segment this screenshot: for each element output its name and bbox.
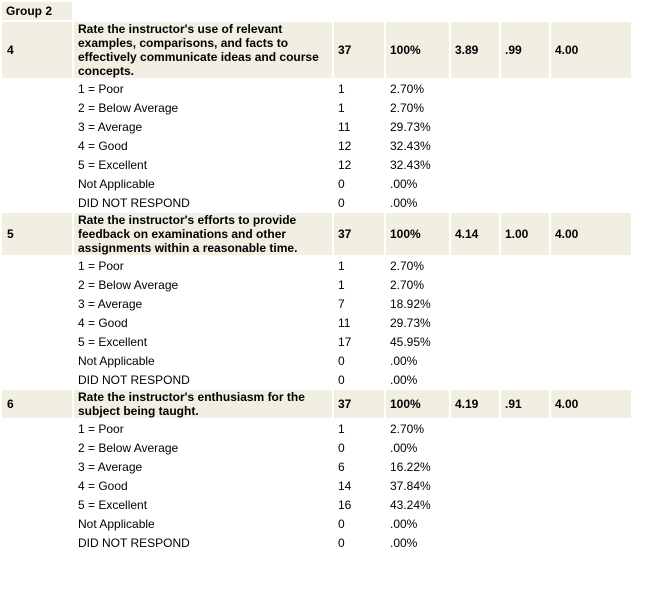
- response-percent: 100%: [386, 213, 449, 255]
- question-row: [2, 213, 631, 255]
- option-row: [2, 458, 631, 475]
- option-percent: 32.43%: [390, 138, 431, 153]
- option-label: 4 = Good: [78, 315, 128, 330]
- option-row: [2, 118, 631, 135]
- option-label: 2 = Below Average: [78, 277, 179, 292]
- std-dev-value: 1.00: [501, 213, 549, 255]
- option-row: [2, 99, 631, 116]
- option-percent: .00%: [390, 372, 418, 387]
- option-row: [2, 515, 631, 532]
- response-percent: 100%: [386, 22, 449, 78]
- option-percent: 29.73%: [390, 119, 431, 134]
- median-value: 4.00: [551, 22, 631, 78]
- group-header-row: [2, 2, 631, 20]
- option-label: 5 = Excellent: [78, 497, 148, 512]
- option-count: 1: [338, 421, 345, 436]
- option-count: 1: [338, 100, 345, 115]
- option-percent: .00%: [390, 176, 418, 191]
- option-row: [2, 534, 631, 551]
- option-count: 16: [338, 497, 352, 512]
- option-percent: 2.70%: [390, 421, 425, 436]
- option-label: 2 = Below Average: [78, 100, 179, 115]
- question-text: Rate the instructor's use of relevant examples, comparisons, and facts to effectively communicate ideas and course concepts.: [74, 22, 332, 78]
- option-row: [2, 137, 631, 154]
- option-count: 0: [338, 195, 345, 210]
- option-label: 3 = Average: [78, 459, 143, 474]
- option-count: 1: [338, 81, 345, 96]
- option-count: 1: [338, 258, 345, 273]
- std-dev-value: .91: [501, 390, 549, 418]
- option-label: Not Applicable: [78, 353, 155, 368]
- mean-value: 3.89: [451, 22, 499, 78]
- option-row: [2, 439, 631, 456]
- option-row: [2, 175, 631, 192]
- question-text: Rate the instructor's enthusiasm for the subject being taught.: [74, 390, 332, 418]
- option-label: Not Applicable: [78, 516, 155, 531]
- response-percent: 100%: [386, 390, 449, 418]
- option-percent: .00%: [390, 195, 418, 210]
- option-row: [2, 276, 631, 293]
- response-count: 37: [334, 22, 384, 78]
- option-row: [2, 194, 631, 211]
- option-percent: 32.43%: [390, 157, 431, 172]
- option-label: DID NOT RESPOND: [78, 195, 190, 210]
- option-label: 3 = Average: [78, 119, 143, 134]
- option-label: 2 = Below Average: [78, 440, 179, 455]
- option-percent: 43.24%: [390, 497, 431, 512]
- option-percent: 29.73%: [390, 315, 431, 330]
- option-count: 1: [338, 277, 345, 292]
- question-row: [2, 22, 631, 78]
- option-count: 0: [338, 516, 345, 531]
- option-label: 1 = Poor: [78, 258, 124, 273]
- option-percent: 2.70%: [390, 258, 425, 273]
- question-number: 4: [2, 22, 72, 78]
- option-row: [2, 477, 631, 494]
- option-label: 1 = Poor: [78, 421, 124, 436]
- option-count: 0: [338, 440, 345, 455]
- option-count: 0: [338, 372, 345, 387]
- mean-value: 4.14: [451, 213, 499, 255]
- option-label: 4 = Good: [78, 138, 128, 153]
- option-count: 12: [338, 138, 352, 153]
- option-label: 3 = Average: [78, 296, 143, 311]
- mean-value: 4.19: [451, 390, 499, 418]
- option-count: 7: [338, 296, 345, 311]
- option-row: [2, 496, 631, 513]
- response-count: 37: [334, 390, 384, 418]
- option-row: [2, 314, 631, 331]
- option-percent: 2.70%: [390, 277, 425, 292]
- option-row: [2, 333, 631, 350]
- option-count: 14: [338, 478, 352, 493]
- option-count: 0: [338, 535, 345, 550]
- option-row: [2, 295, 631, 312]
- option-label: DID NOT RESPOND: [78, 535, 190, 550]
- option-row: [2, 420, 631, 437]
- question-row: [2, 390, 631, 418]
- option-label: 5 = Excellent: [78, 334, 148, 349]
- option-count: 11: [338, 315, 351, 330]
- option-label: 1 = Poor: [78, 81, 124, 96]
- median-value: 4.00: [551, 390, 631, 418]
- option-label: Not Applicable: [78, 176, 155, 191]
- option-percent: .00%: [390, 440, 418, 455]
- option-percent: .00%: [390, 353, 418, 368]
- option-percent: .00%: [390, 535, 418, 550]
- response-count: 37: [334, 213, 384, 255]
- question-text: Rate the instructor's efforts to provide feedback on examinations and other assignments within a reasonable time.: [74, 213, 332, 255]
- question-number: 5: [2, 213, 72, 255]
- option-count: 6: [338, 459, 345, 474]
- option-count: 11: [338, 119, 351, 134]
- group-label: Group 2: [2, 2, 72, 20]
- option-row: [2, 156, 631, 173]
- std-dev-value: .99: [501, 22, 549, 78]
- option-row: [2, 80, 631, 97]
- option-percent: 2.70%: [390, 100, 425, 115]
- option-row: [2, 371, 631, 388]
- question-number: 6: [2, 390, 72, 418]
- option-percent: 2.70%: [390, 81, 425, 96]
- option-row: [2, 352, 631, 369]
- option-count: 0: [338, 353, 345, 368]
- option-percent: 16.22%: [390, 459, 431, 474]
- median-value: 4.00: [551, 213, 631, 255]
- option-percent: 18.92%: [390, 296, 431, 311]
- option-percent: .00%: [390, 516, 418, 531]
- option-row: [2, 257, 631, 274]
- option-label: 5 = Excellent: [78, 157, 148, 172]
- option-count: 17: [338, 334, 352, 349]
- option-count: 12: [338, 157, 352, 172]
- option-percent: 37.84%: [390, 478, 431, 493]
- option-count: 0: [338, 176, 345, 191]
- option-label: 4 = Good: [78, 478, 128, 493]
- option-label: DID NOT RESPOND: [78, 372, 190, 387]
- option-percent: 45.95%: [390, 334, 431, 349]
